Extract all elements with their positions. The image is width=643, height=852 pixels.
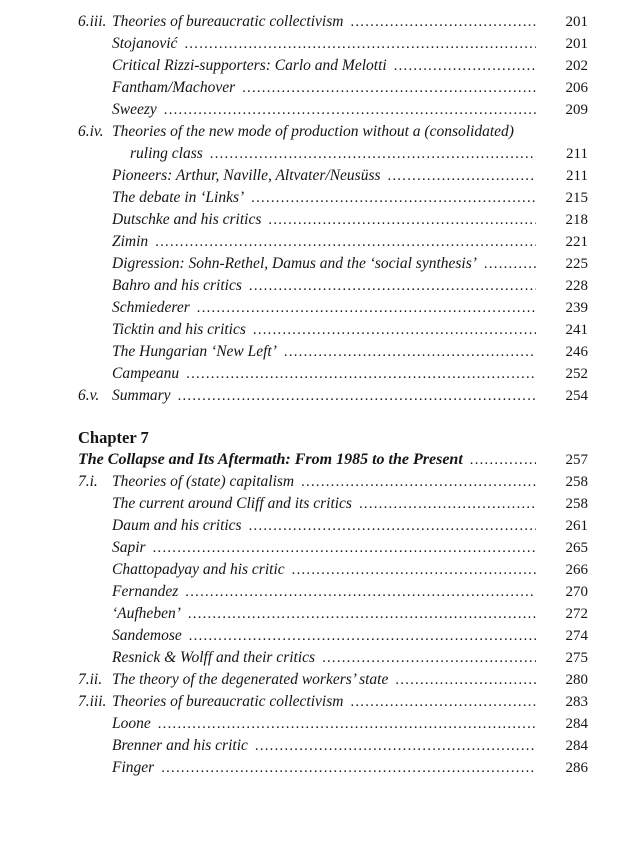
toc-row bbox=[78, 33, 588, 55]
toc-row bbox=[78, 231, 588, 253]
entry-title: Digression: Sohn-Rethel, Damus and the ‘social synthesis’ bbox=[112, 255, 477, 272]
page-number: 202 bbox=[565, 58, 588, 74]
entry-title: Chattopadyay and his critic bbox=[112, 561, 285, 578]
page-number: 218 bbox=[565, 212, 588, 228]
toc-row bbox=[78, 603, 588, 625]
toc-row bbox=[78, 55, 588, 77]
entry-title: Schmiederer bbox=[112, 299, 190, 316]
dot-leader bbox=[395, 669, 536, 691]
section-number-label: 7.ii. bbox=[78, 671, 103, 688]
toc-row bbox=[78, 11, 588, 33]
toc-row bbox=[78, 209, 588, 231]
entry-title: ruling class bbox=[130, 145, 203, 162]
dot-leader bbox=[284, 341, 536, 363]
page-number: 241 bbox=[565, 322, 588, 338]
dot-leader bbox=[322, 647, 536, 669]
dot-leader bbox=[292, 559, 536, 581]
page-number: 266 bbox=[565, 562, 588, 578]
entry-title: Pioneers: Arthur, Naville, Altvater/Neusüss bbox=[112, 167, 381, 184]
page-number: 258 bbox=[565, 474, 588, 490]
page-number: 201 bbox=[565, 36, 588, 52]
toc-row bbox=[78, 735, 588, 757]
page-number: 252 bbox=[565, 366, 588, 382]
dot-leader bbox=[350, 11, 536, 33]
toc-row bbox=[78, 625, 588, 647]
toc-row bbox=[78, 493, 588, 515]
entry-title: Theories of (state) capitalism bbox=[112, 473, 295, 490]
page-number: 286 bbox=[565, 760, 588, 776]
toc-row bbox=[78, 647, 588, 669]
toc-row bbox=[78, 757, 588, 779]
dot-leader bbox=[155, 231, 536, 253]
dot-leader bbox=[249, 515, 536, 537]
page-number: 221 bbox=[565, 234, 588, 250]
entry-title: Resnick & Wolff and their critics bbox=[112, 649, 316, 666]
page-number: 239 bbox=[565, 300, 588, 316]
page-number: 246 bbox=[565, 344, 588, 360]
toc-row bbox=[78, 319, 588, 341]
entry-title: Dutschke and his critics bbox=[112, 211, 262, 228]
page-number: 211 bbox=[566, 146, 588, 162]
dot-leader bbox=[268, 209, 536, 231]
chapter-heading: Chapter 7 bbox=[78, 428, 149, 447]
toc-row bbox=[78, 143, 588, 165]
entry-title: Stojanović bbox=[112, 35, 178, 52]
page-number: 275 bbox=[565, 650, 588, 666]
page-number: 284 bbox=[565, 738, 588, 754]
toc-row bbox=[78, 515, 588, 537]
toc-row bbox=[78, 253, 588, 275]
dot-leader bbox=[301, 471, 536, 493]
page-number: 228 bbox=[565, 278, 588, 294]
dot-leader bbox=[359, 493, 536, 515]
entry-title: Theories of bureaucratic collectivism bbox=[112, 13, 344, 30]
dot-leader bbox=[470, 449, 536, 471]
toc-row bbox=[78, 471, 588, 493]
toc-row bbox=[78, 691, 588, 713]
dot-leader bbox=[249, 275, 536, 297]
toc-row bbox=[78, 385, 588, 407]
entry-title: Sweezy bbox=[112, 101, 157, 118]
dot-leader bbox=[210, 143, 536, 165]
dot-leader bbox=[164, 99, 536, 121]
entry-title: Zimin bbox=[112, 233, 149, 250]
toc-row bbox=[78, 275, 588, 297]
page-number: 257 bbox=[565, 452, 588, 468]
section-number-label: 7.iii. bbox=[78, 693, 107, 710]
entry-title: Loone bbox=[112, 715, 151, 732]
dot-leader bbox=[255, 735, 536, 757]
entry-title: Ticktin and his critics bbox=[112, 321, 246, 338]
entry-title: Critical Rizzi-supporters: Carlo and Melotti bbox=[112, 57, 387, 74]
page-number: 201 bbox=[565, 14, 588, 30]
dot-leader bbox=[197, 297, 536, 319]
entry-title: Summary bbox=[112, 387, 171, 404]
toc-section bbox=[78, 11, 588, 407]
entry-title: Fantham/Machover bbox=[112, 79, 236, 96]
page-number: 280 bbox=[565, 672, 588, 688]
section-number-label: 7.i. bbox=[78, 473, 98, 490]
dot-leader bbox=[178, 385, 536, 407]
entry-title: ‘Aufheben’ bbox=[112, 605, 181, 622]
page-number: 265 bbox=[565, 540, 588, 556]
entry-title: Fernandez bbox=[112, 583, 179, 600]
toc-row bbox=[78, 341, 588, 363]
page-number: 209 bbox=[565, 102, 588, 118]
dot-leader bbox=[186, 363, 536, 385]
page-number: 254 bbox=[565, 388, 588, 404]
toc-row bbox=[78, 559, 588, 581]
page-number: 274 bbox=[565, 628, 588, 644]
toc-row bbox=[78, 669, 588, 691]
entry-title: Brenner and his critic bbox=[112, 737, 248, 754]
entry-title: Bahro and his critics bbox=[112, 277, 242, 294]
dot-leader bbox=[484, 253, 536, 275]
entry-title: Daum and his critics bbox=[112, 517, 242, 534]
dot-leader bbox=[158, 713, 536, 735]
toc-row bbox=[78, 363, 588, 385]
entry-title: Theories of the new mode of production without a (consolidated) bbox=[112, 123, 514, 140]
section-number-label: 6.iii. bbox=[78, 13, 107, 30]
entry-title: The Hungarian ‘New Left’ bbox=[112, 343, 277, 360]
dot-leader bbox=[350, 691, 536, 713]
toc-page-content bbox=[78, 11, 588, 779]
toc-row bbox=[78, 187, 588, 209]
dot-leader bbox=[242, 77, 536, 99]
toc-row bbox=[78, 165, 588, 187]
page-number: 261 bbox=[565, 518, 588, 534]
entry-title: The current around Cliff and its critics bbox=[112, 495, 352, 512]
toc-section bbox=[78, 427, 588, 779]
toc-row bbox=[78, 297, 588, 319]
page-number: 225 bbox=[565, 256, 588, 272]
section-number-label: 6.v. bbox=[78, 387, 100, 404]
toc-row bbox=[78, 77, 588, 99]
entry-title: Theories of bureaucratic collectivism bbox=[112, 693, 344, 710]
entry-title: The theory of the degenerated workers’ state bbox=[112, 671, 389, 688]
dot-leader bbox=[153, 537, 536, 559]
dot-leader bbox=[253, 319, 536, 341]
toc-row bbox=[78, 449, 588, 471]
entry-title: Finger bbox=[112, 759, 155, 776]
page-number: 215 bbox=[565, 190, 588, 206]
dot-leader bbox=[161, 757, 536, 779]
dot-leader bbox=[185, 581, 536, 603]
dot-leader bbox=[388, 165, 536, 187]
toc-row bbox=[78, 713, 588, 735]
entry-title: The debate in ‘Links’ bbox=[112, 189, 245, 206]
page-number: 206 bbox=[565, 80, 588, 96]
section-number-label: 6.iv. bbox=[78, 123, 104, 140]
entry-title: Campeanu bbox=[112, 365, 180, 382]
entry-title: Sapir bbox=[112, 539, 146, 556]
dot-leader bbox=[189, 625, 536, 647]
entry-title: Sandemose bbox=[112, 627, 182, 644]
page-number: 211 bbox=[566, 168, 588, 184]
toc-row bbox=[78, 121, 588, 143]
chapter-title: The Collapse and Its Aftermath: From 1985 to the Present bbox=[78, 451, 463, 468]
toc-row bbox=[78, 99, 588, 121]
page-number: 283 bbox=[565, 694, 588, 710]
toc-row bbox=[78, 581, 588, 603]
dot-leader bbox=[394, 55, 536, 77]
toc-row bbox=[78, 537, 588, 559]
page-number: 270 bbox=[565, 584, 588, 600]
dot-leader bbox=[184, 33, 536, 55]
page-number: 272 bbox=[565, 606, 588, 622]
page-number: 284 bbox=[565, 716, 588, 732]
dot-leader bbox=[188, 603, 536, 625]
dot-leader bbox=[251, 187, 536, 209]
page-number: 258 bbox=[565, 496, 588, 512]
